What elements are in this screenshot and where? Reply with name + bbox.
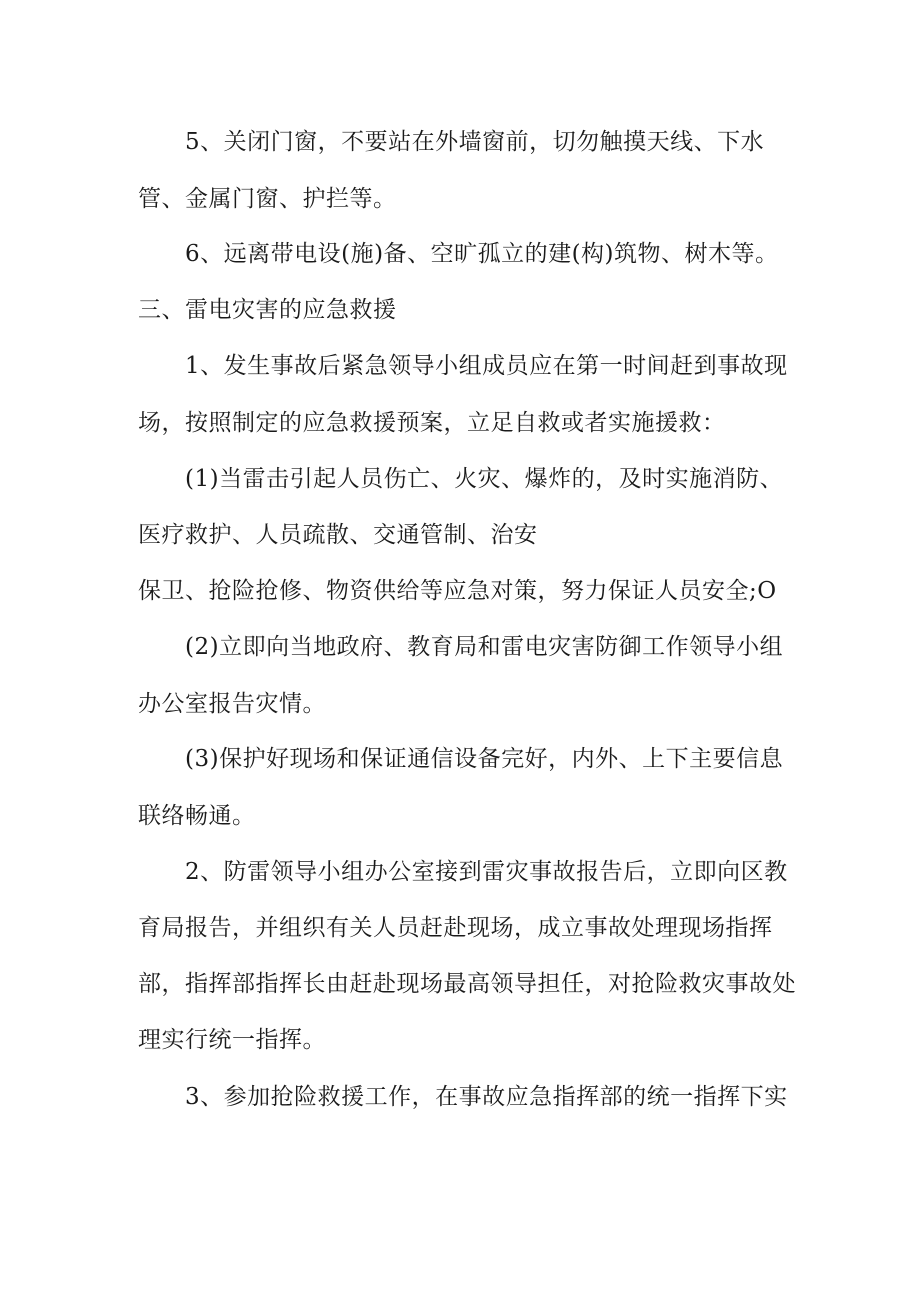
paragraph-line: 理实行统一指挥。 bbox=[138, 1027, 326, 1053]
paragraph-line: (2)立即向当地政府、教育局和雷电灾害防御工作领导小组 bbox=[185, 634, 784, 660]
paragraph-line: 管、金属门窗、护拦等。 bbox=[138, 186, 397, 212]
paragraph-line: 2、防雷领导小组办公室接到雷灾事故报告后，立即向区教 bbox=[185, 859, 788, 885]
paragraph-line: 6、远离带电设(施)备、空旷孤立的建(构)筑物、树木等。 bbox=[185, 241, 779, 267]
paragraph-line: 部，指挥部指挥长由赶赴现场最高领导担任，对抢险救灾事故处 bbox=[138, 971, 796, 997]
paragraph-line: 联络畅通。 bbox=[138, 803, 256, 829]
paragraph-line: 育局报告，并组织有关人员赶赴现场，成立事故处理现场指挥 bbox=[138, 915, 773, 941]
paragraph-line: 5、关闭门窗，不要站在外墙窗前，切勿触摸天线、下水 bbox=[185, 129, 765, 155]
paragraph-line: (1)当雷击引起人员伤亡、火灾、爆炸的，及时实施消防、 bbox=[185, 466, 784, 492]
section-heading: 三、雷电灾害的应急救援 bbox=[138, 297, 397, 323]
paragraph-line: 场，按照制定的应急救援预案，立足自救或者实施援救： bbox=[138, 410, 726, 436]
paragraph-line: 3、参加抢险救援工作，在事故应急指挥部的统一指挥下实 bbox=[185, 1084, 788, 1110]
paragraph-line: 办公室报告灾情。 bbox=[138, 691, 326, 717]
paragraph-line: 保卫、抢险抢修、物资供给等应急对策，努力保证人员安全;O bbox=[138, 578, 777, 604]
paragraph-line: (3)保护好现场和保证通信设备完好，内外、上下主要信息 bbox=[185, 746, 784, 772]
paragraph-line: 1、发生事故后紧急领导小组成员应在第一时间赶到事故现 bbox=[185, 353, 788, 379]
paragraph-line: 医疗救护、人员疏散、交通管制、治安 bbox=[138, 522, 538, 548]
